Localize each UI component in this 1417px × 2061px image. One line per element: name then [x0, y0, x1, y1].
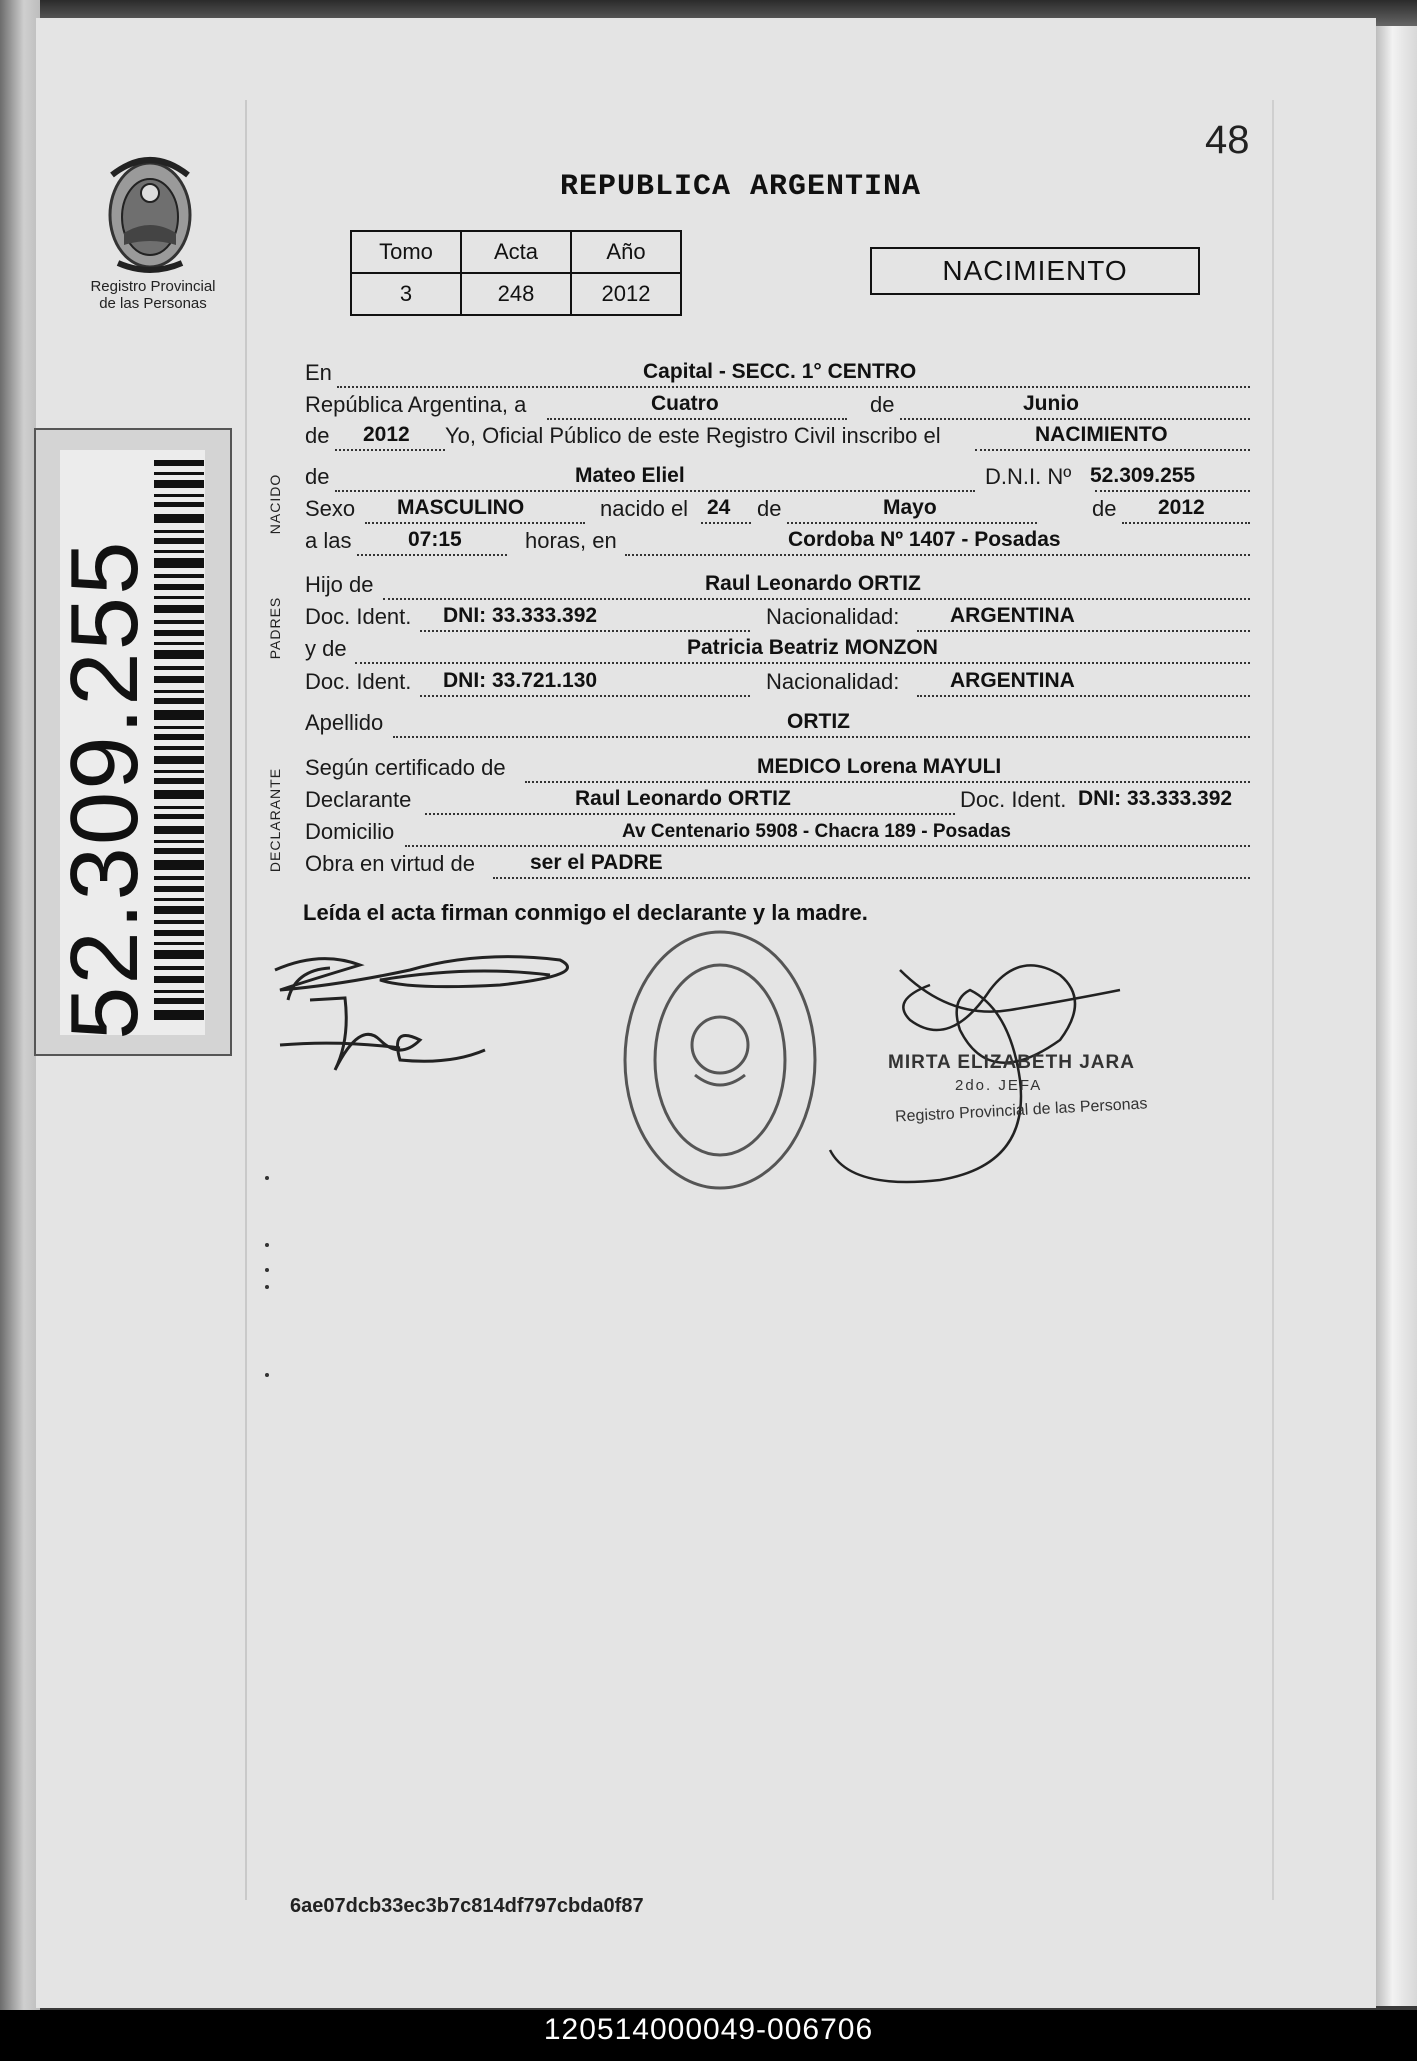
mother-value: Patricia Beatriz MONZON [687, 636, 938, 659]
declarant-doc-label: Doc. Ident. [960, 787, 1067, 812]
republica-label: República Argentina, a [305, 392, 527, 417]
birth-year-value: 2012 [1158, 496, 1205, 519]
record-value-anio: 2012 [571, 273, 681, 315]
line-certificate [305, 753, 1250, 787]
line-place [305, 358, 1250, 392]
closing-statement: Leída el acta firman conmigo el declarante y la madre. [303, 900, 868, 925]
line-mother [305, 634, 1250, 668]
mother-doc-label: Doc. Ident. [305, 669, 412, 694]
father-nat-label: Nacionalidad: [766, 604, 900, 629]
line-sex-birth [305, 494, 1250, 528]
address-value: Av Centenario 5908 - Chacra 189 - Posadas [622, 821, 1011, 842]
apellido-label: Apellido [305, 710, 384, 735]
line-father-doc [305, 602, 1250, 636]
line-date [305, 390, 1250, 424]
barcode-number: 52.309.255 [51, 539, 158, 1040]
declarant-doc-value: DNI: 33.333.392 [1078, 787, 1233, 810]
record-table [350, 230, 682, 316]
line-time-place [305, 526, 1250, 560]
official-name: MIRTA ELIZABETH JARA [888, 1052, 1135, 1073]
line-child-name [305, 462, 1250, 496]
domicilio-label: Domicilio [305, 819, 395, 844]
document-title: REPUBLICA ARGENTINA [560, 170, 922, 204]
line-surname [305, 708, 1250, 742]
event-value: NACIMIENTO [1035, 423, 1168, 446]
father-doc-value: DNI: 33.333.392 [443, 604, 598, 627]
en-label: En [305, 360, 332, 385]
mother-nat-label: Nacionalidad: [766, 669, 900, 694]
child-dni-value: 52.309.255 [1090, 464, 1196, 487]
left-margin-rule [245, 100, 247, 1900]
de-year-label: de [305, 423, 330, 448]
father-nat-value: ARGENTINA [950, 604, 1075, 627]
record-value-tomo: 3 [351, 273, 461, 315]
yde-label: y de [305, 636, 347, 661]
margin-marks [262, 1175, 274, 1405]
obra-value: ser el PADRE [530, 851, 663, 874]
mother-doc-value: DNI: 33.721.130 [443, 669, 598, 692]
de-name-label: de [305, 464, 330, 489]
yo-text: Yo, Oficial Público de este Registro Civil inscribo el [445, 423, 941, 448]
book-right-edge [1376, 26, 1417, 2006]
father-value: Raul Leonardo ORTIZ [705, 572, 921, 595]
scan-id: 120514000049-006706 [543, 2013, 874, 2046]
line-mother-doc [305, 667, 1250, 701]
father-doc-label: Doc. Ident. [305, 604, 412, 629]
sexo-label: Sexo [305, 496, 356, 521]
hijo-label: Hijo de [305, 572, 374, 597]
official-org: Registro Provincial de las Personas [894, 1095, 1148, 1126]
child-name-value: Mateo Eliel [575, 464, 685, 487]
section-tag-padres: PADRES [267, 596, 283, 660]
line-declarant [305, 785, 1250, 819]
registry-label: Registro Provincial de las Personas [90, 278, 216, 312]
record-header-tomo: Tomo [351, 231, 461, 273]
birth-time-value: 07:15 [408, 528, 462, 551]
line-obra [305, 849, 1250, 883]
record-type-box: NACIMIENTO [870, 247, 1200, 295]
day-word-value: Cuatro [651, 392, 719, 415]
de-label: de [870, 392, 895, 417]
official-stamp [625, 932, 815, 1188]
horas-label: horas, en [525, 528, 617, 553]
de-month-label: de [757, 496, 782, 521]
official-title: 2do. JEFA [955, 1077, 1043, 1094]
declarant-value: Raul Leonardo ORTIZ [575, 787, 791, 810]
alas-label: a las [305, 528, 352, 553]
de-birth-year-label: de [1092, 496, 1117, 521]
sexo-value: MASCULINO [397, 496, 525, 519]
cert-label: Según certificado de [305, 755, 506, 780]
section-tag-declarante: DECLARANTE [267, 767, 283, 873]
month-value: Junio [1023, 392, 1079, 415]
provincial-crest-icon [100, 145, 200, 280]
line-father [305, 570, 1250, 604]
nacido-label: nacido el [600, 496, 689, 521]
right-margin-rule [1272, 100, 1274, 1900]
document-hash: 6ae07dcb33ec3b7c814df797cbda0f87 [290, 1895, 644, 1917]
page-number: 48 [1205, 118, 1250, 162]
section-tag-nacido: NACIDO [267, 473, 283, 535]
record-value-acta: 248 [461, 273, 571, 315]
line-address [305, 817, 1250, 851]
birth-place-value: Cordoba Nº 1407 - Posadas [788, 528, 1061, 551]
record-header-acta: Acta [461, 231, 571, 273]
declarante-label: Declarante [305, 787, 412, 812]
surname-value: ORTIZ [787, 710, 850, 733]
place-value: Capital - SECC. 1° CENTRO [643, 360, 917, 383]
line-year-event [305, 421, 1250, 455]
year-value: 2012 [363, 423, 410, 446]
birth-month-value: Mayo [883, 496, 937, 519]
mother-nat-value: ARGENTINA [950, 669, 1075, 692]
birth-day-value: 24 [707, 496, 731, 519]
obra-label: Obra en virtud de [305, 851, 475, 876]
dni-label: D.N.I. Nº [985, 464, 1072, 489]
record-header-anio: Año [571, 231, 681, 273]
certificate-value: MEDICO Lorena MAYULI [757, 755, 1002, 778]
